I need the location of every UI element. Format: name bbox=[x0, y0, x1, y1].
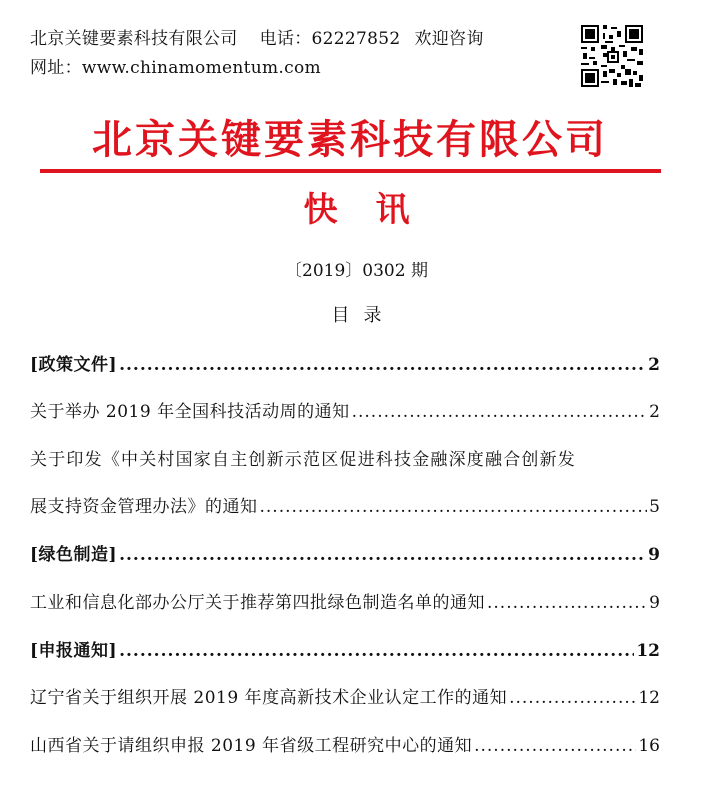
toc-section-apply[interactable] bbox=[30, 636, 660, 661]
header-website: 网址：www.chinamomentum.com bbox=[30, 58, 321, 78]
toc-section-title: [申报通知] bbox=[30, 641, 118, 661]
bulletin-title: 快讯 bbox=[303, 190, 448, 230]
toc-leader bbox=[119, 641, 634, 661]
toc-item-title: 山西省关于请组织申报 2019 年省级工程研究中心的通知 bbox=[30, 736, 473, 756]
toc-leader bbox=[474, 736, 636, 756]
toc-leader bbox=[509, 688, 636, 708]
toc-page: 12 bbox=[638, 688, 660, 708]
toc-page: 5 bbox=[649, 497, 660, 517]
header-consult: 欢迎咨询 bbox=[414, 29, 484, 49]
toc-page: 9 bbox=[649, 593, 660, 613]
toc-heading: 目录 bbox=[331, 305, 396, 326]
toc-item[interactable] bbox=[30, 588, 660, 613]
header-company: 北京关键要素科技有限公司 bbox=[30, 29, 238, 49]
toc-item[interactable] bbox=[30, 683, 660, 708]
toc-item-title: 关于举办 2019 年全国科技活动周的通知 bbox=[30, 402, 350, 422]
toc-page: 2 bbox=[649, 402, 660, 422]
toc-section-title: [绿色制造] bbox=[30, 545, 118, 565]
issue-number: 〔2019〕0302 期 bbox=[285, 261, 428, 281]
toc-page: 2 bbox=[648, 355, 660, 375]
toc-item-title: 工业和信息化部办公厅关于推荐第四批绿色制造名单的通知 bbox=[30, 593, 485, 613]
toc-section-title: [政策文件] bbox=[30, 355, 118, 375]
toc-item-title: 辽宁省关于组织开展 2019 年度高新技术企业认定工作的通知 bbox=[30, 688, 508, 708]
toc-section-green[interactable] bbox=[30, 540, 660, 565]
toc-item[interactable] bbox=[30, 731, 660, 756]
toc-item-title-line1[interactable]: 关于印发《中关村国家自主创新示范区促进科技金融深度融合创新发 bbox=[30, 450, 576, 470]
toc-page: 12 bbox=[636, 641, 660, 661]
company-title: 北京关键要素科技有限公司 bbox=[92, 116, 608, 163]
toc-item[interactable] bbox=[30, 492, 660, 517]
toc-item-title-line2: 展支持资金管理办法》的通知 bbox=[30, 497, 258, 517]
toc-item[interactable] bbox=[30, 397, 660, 422]
toc-leader bbox=[487, 593, 647, 613]
header-phone: 电话：62227852 bbox=[259, 29, 401, 49]
qr-code-icon bbox=[579, 23, 645, 89]
title-divider bbox=[40, 169, 661, 173]
toc-page: 16 bbox=[638, 736, 660, 756]
header-contact-line bbox=[30, 24, 484, 49]
toc-leader bbox=[119, 355, 646, 375]
toc-leader bbox=[260, 497, 648, 517]
toc-leader bbox=[119, 545, 646, 565]
toc-section-policy[interactable] bbox=[30, 350, 660, 375]
toc-page: 9 bbox=[648, 545, 660, 565]
toc-leader bbox=[352, 402, 648, 422]
